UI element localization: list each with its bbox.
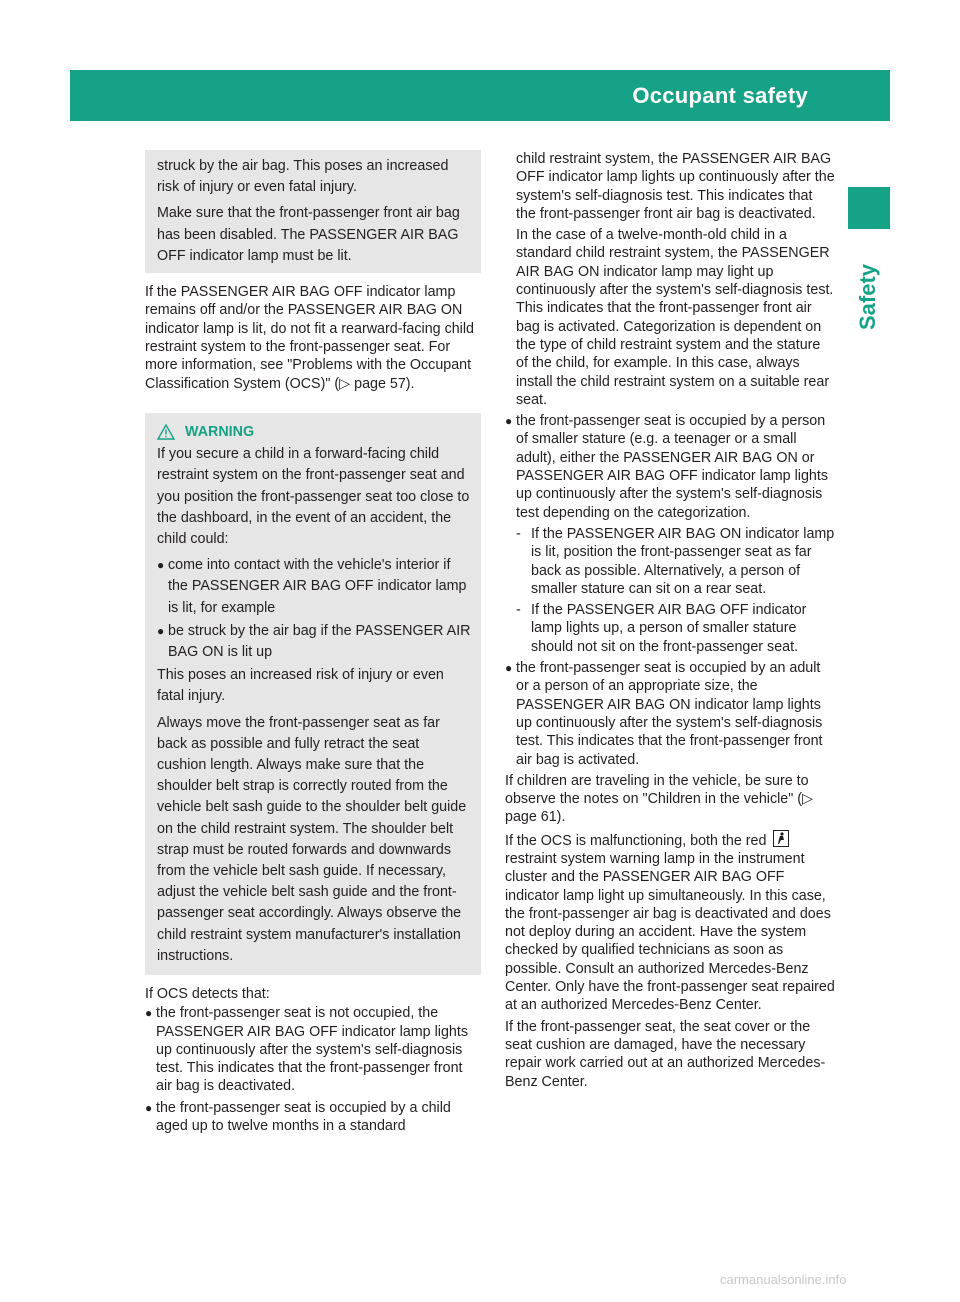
list-item [145,1004,481,1095]
box-paragraph: Make sure that the front-passenger front air bag has been disabled. The PASSENGER AIR BAG OFF indicator lamp must be lit. [157,205,460,264]
left-column [145,150,481,1138]
paragraph: If the PASSENGER AIR BAG OFF indicator lamp remains off and/or the PASSENGER AIR BAG ON indicator lamp is lit, do not fit a rearward-facing child restraint system to the front-passenger seat. For more information, see "Problems with the Occupant Classification System (OCS)" (▷ page 57). [145,284,474,392]
watermark: carmanualsonline.info [720,1272,847,1287]
warning-title: WARNING [185,423,255,440]
dash-icon: - [516,602,521,619]
sub-list [505,525,835,656]
bullet-icon: ● [505,414,513,429]
paragraph: If children are traveling in the vehicle, be sure to observe the notes on "Children in the vehicle" (▷ page 61). [505,772,814,826]
warning-advice: Always move the front-passenger seat as far back as possible and fully retract the seat cushion length. Always make sure that the shoulder belt strap is correctly routed from the vehicle belt sash guide to the shoulder belt guide on the child restraint system. The shoulder belt strap must be routed forwards and downwards from the vehicle belt sash guide. If necessary, adjust the vehicle belt sash guide and the front-passenger seat accordingly. Always observe the child restraint system manufacturer's installation instructions. [157,714,467,964]
list-item [505,659,835,769]
dash-icon: - [516,525,521,542]
warning-box [145,413,481,975]
list-item-text: the front-passenger seat is occupied by a person of smaller stature (e.g. a teenager or a small adult), either the PASSENGER AIR BAG ON or PASSENGER AIR BAG OFF indicator lamp lights up continuously after the system's self-diagnosis test depending on the categorization. [516,413,828,521]
warning-triangle-icon [157,424,175,440]
paragraph: If OCS detects that: [145,985,270,1002]
bullet-icon: ● [157,558,165,573]
list-item-text: be struck by the air bag if the PASSENGER AIR BAG ON is lit up [168,622,471,660]
list-item [505,412,835,522]
list-item [157,555,471,619]
bullet-icon: ● [505,661,513,676]
bullet-icon: ● [145,1100,153,1115]
box-paragraph: struck by the air bag. This poses an increased risk of injury or even fatal injury. [157,158,449,196]
warning-intro: If you secure a child in a forward-facing child restraint system on the front-passenger seat and you position the front-passenger seat too close to the dashboard, in the event of an accident, the child could: [157,446,470,547]
section-title: Occupant safety [632,83,808,108]
intro-warning-box [145,150,481,273]
list-item [157,621,471,663]
right-column [505,150,835,1094]
paragraph: child restraint system, the PASSENGER AIR BAG OFF indicator lamp lights up continuously after the system's self-diagnosis test. This indicates that the front-passenger front air bag is deactivated. [516,151,835,222]
warning-risk: This poses an increased risk of injury or even fatal injury. [157,667,444,705]
warning-header [157,423,471,441]
paragraph: In the case of a twelve-month-old child in a standard child restraint system, the PASSENGER AIR BAG ON indicator lamp may light up continuously after the system's self-diagnosis test. This indicates that the front-passenger front air bag is activated. Categorization is dependent on the type of child restraint system and the stature of the child, for example. In this case, always install the child restraint system on a suitable rear seat. [516,227,834,408]
paragraph [505,830,835,1015]
list-item-text: the front-passenger seat is occupied by an adult or a person of an appropriate size, the PASSENGER AIR BAG ON indicator lamp lights up continuously after the system's self-diagnosis test. This indicates that the front-passenger front air bag is activated. [516,660,823,768]
header-bar [70,70,941,121]
chapter-marker [848,187,890,229]
list-item-text: the front-passenger seat is not occupied, the PASSENGER AIR BAG OFF indicator lamp lights up continuously after the system's self-diagnosis test. This indicates that the front-passenger front air bag is deactivated. [156,1005,468,1095]
bullet-icon: ● [145,1006,153,1021]
list-item [145,1099,481,1136]
sub-list-item-text: If the PASSENGER AIR BAG ON indicator lamp is lit, position the front-passenger seat as far back as possible. Alternatively, a person of smaller stature can sit on a rear seat. [531,525,835,597]
list-item-text: the front-passenger seat is occupied by a child aged up to twelve months in a standard [156,1099,451,1135]
sub-list-item [516,601,835,656]
page-number: 55 [921,86,941,105]
bullet-icon: ● [157,623,165,638]
seat-belt-warning-icon [773,830,789,847]
sub-list-item-text: If the PASSENGER AIR BAG OFF indicator lamp lights up, a person of smaller stature should not sit on the front-passenger seat. [531,602,807,655]
chapter-tab: Safety [855,263,880,331]
paragraph: If the front-passenger seat, the seat cover or the seat cushion are damaged, have the necessary repair work carried out at an authorized Mercedes-Benz Center. [505,1018,826,1090]
paragraph-text: If the OCS is malfunctioning, both the red [505,832,767,849]
paragraph-text: restraint system warning lamp in the instrument cluster and the PASSENGER AIR BAG OFF indicator lamp light up simultaneously. In this case, the front-passenger air bag is deactivated and does not deploy during an accident. Have the system checked by qualified technicians as soon as possible. Consult an authorized Mercedes-Benz Center. Only have the front-passenger seat repaired at an authorized Mercedes-Benz Center. [505,850,835,1014]
list-item-text: come into contact with the vehicle's interior if the PASSENGER AIR BAG OFF indicator lamp is lit, for example [168,557,467,616]
sub-list-item [516,525,835,598]
